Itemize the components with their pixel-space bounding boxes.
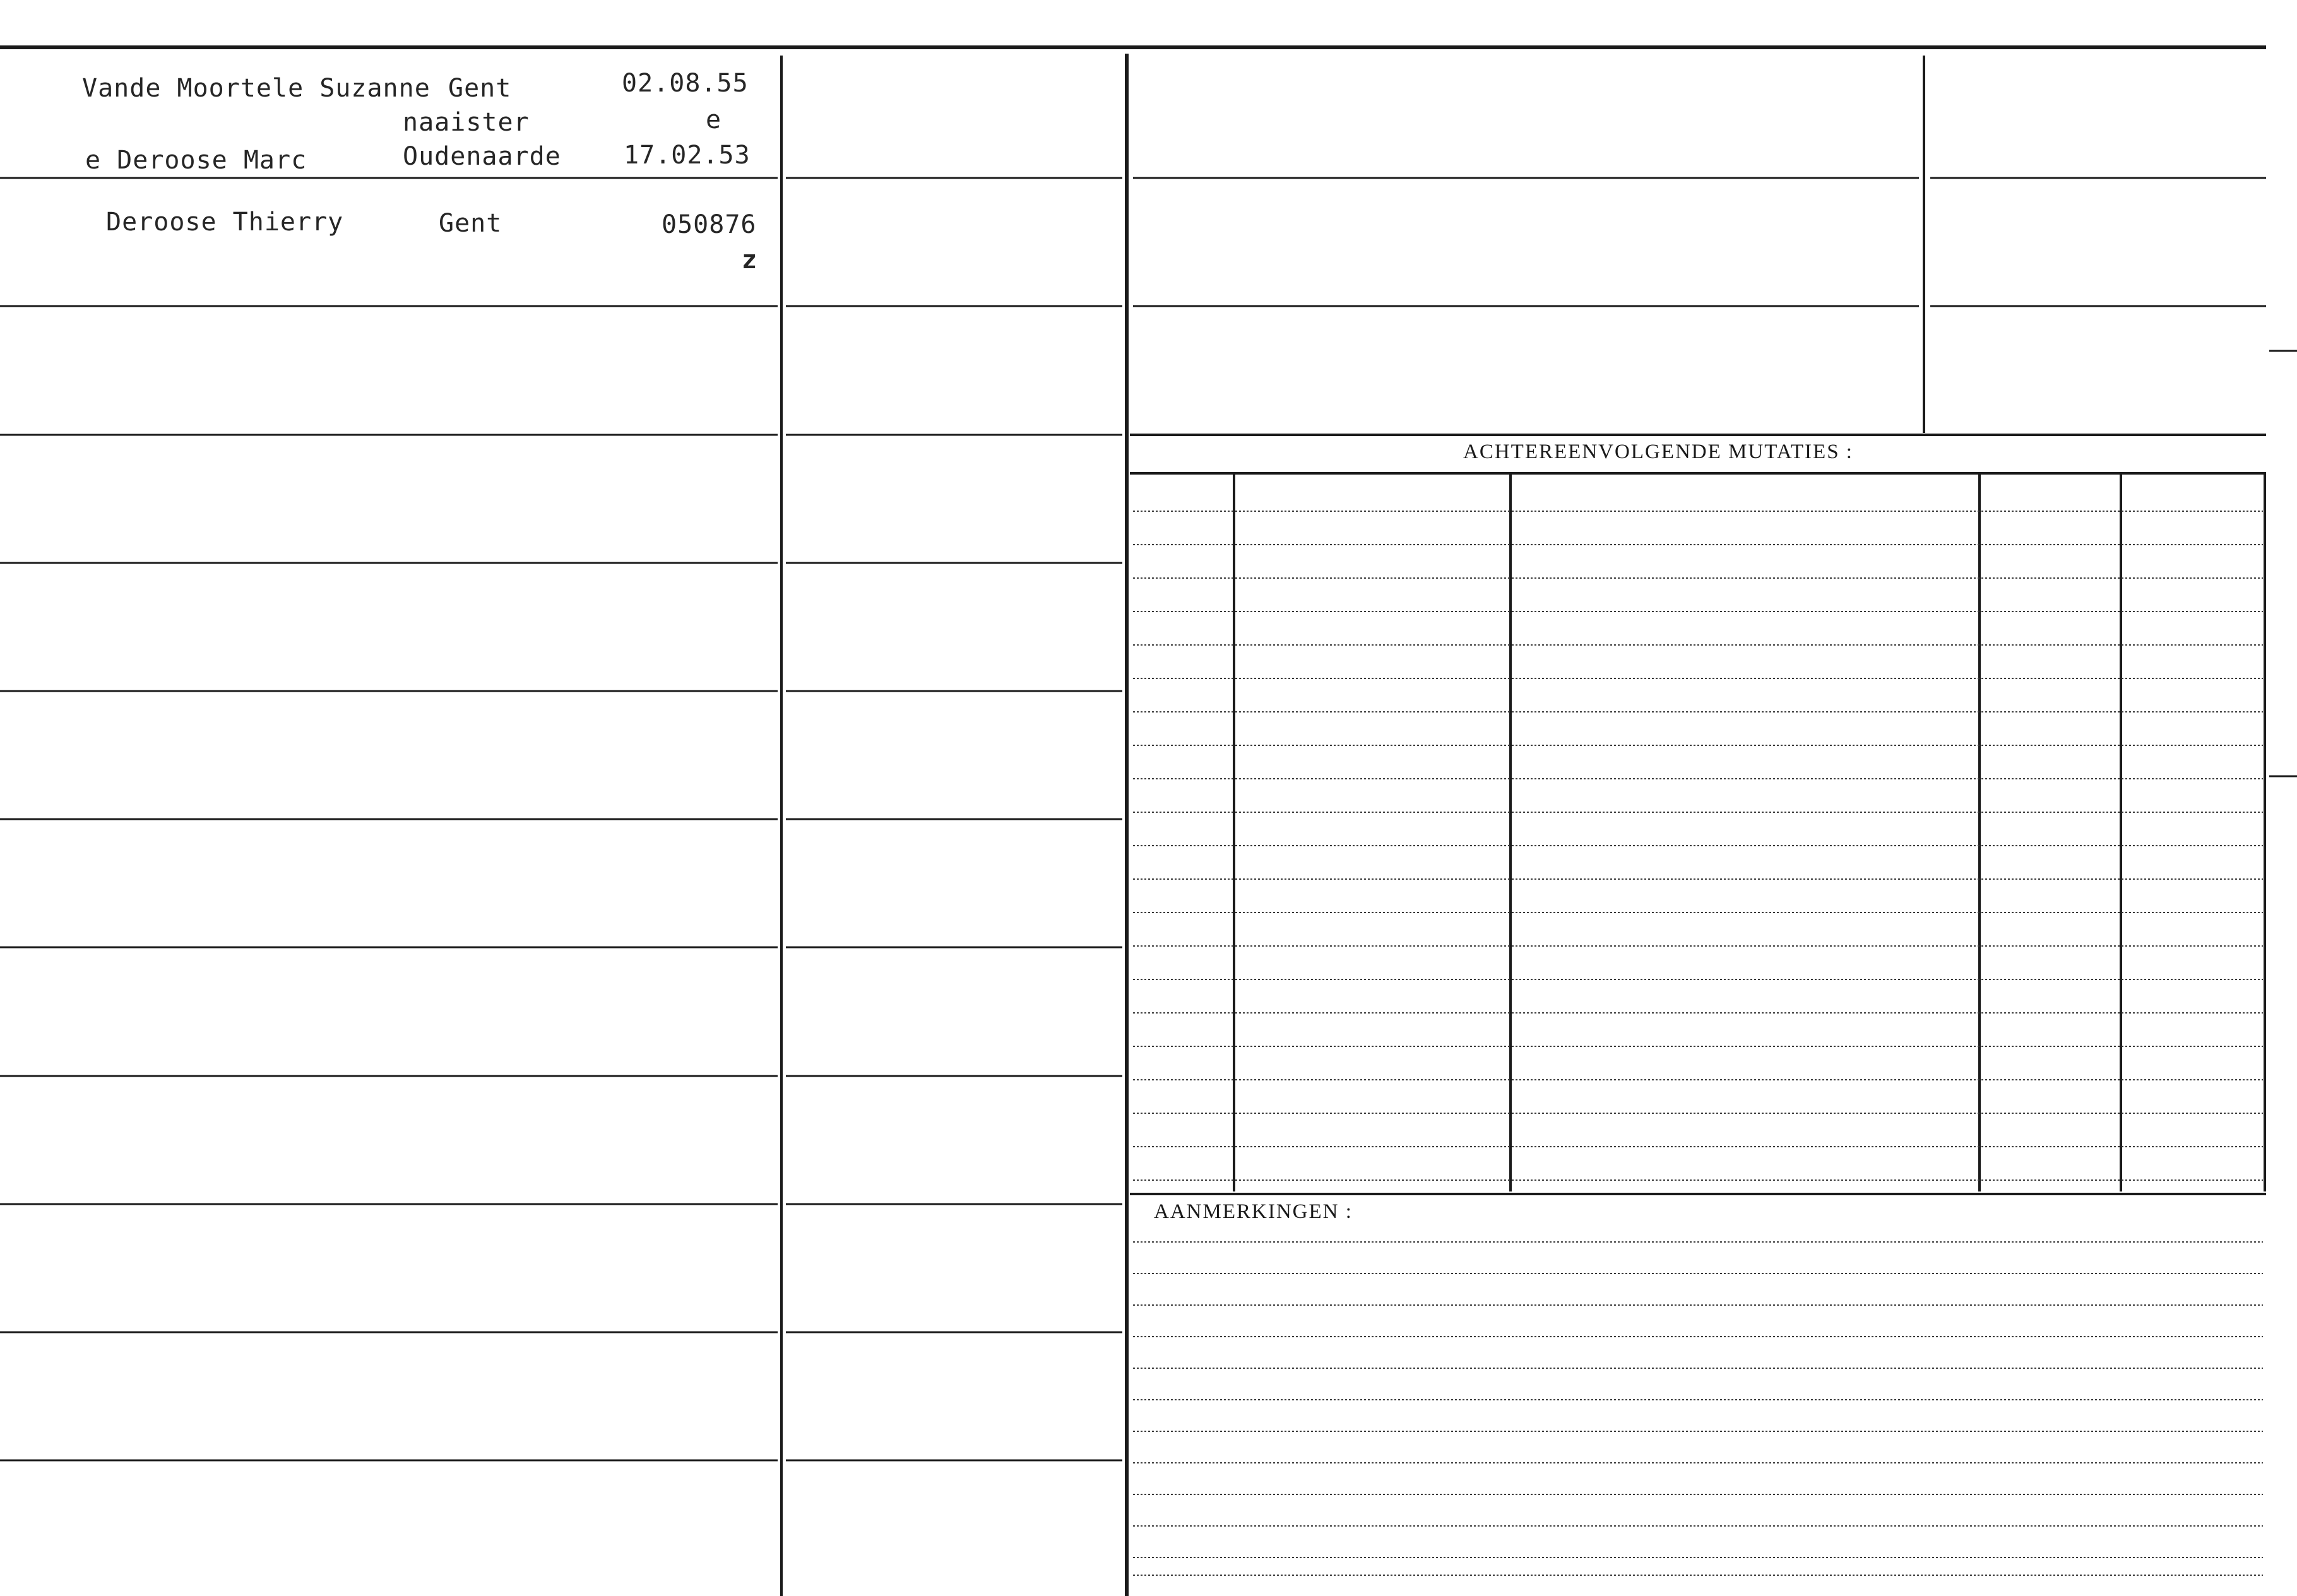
mutaties-header: ACHTEREENVOLGENDE MUTATIES : xyxy=(1463,440,1853,463)
aanmerkingen-lines xyxy=(1133,1242,2263,1575)
entry-place-2: Gent xyxy=(439,209,502,238)
left-row-rules xyxy=(0,178,778,1460)
mutaties-row-lines xyxy=(1133,511,2263,1180)
entry-mark-1: e xyxy=(706,105,722,134)
entry-date-2: 050876 xyxy=(662,210,757,239)
entry-name-2: Deroose Thierry xyxy=(106,208,344,237)
aanmerkingen-header: AANMERKINGEN : xyxy=(1154,1200,1353,1223)
entry-spouse-name-1: e Deroose Marc xyxy=(85,146,307,175)
entry-place-1: Gent xyxy=(448,74,512,103)
entry-date-1: 02.08.55 xyxy=(622,69,749,98)
entry-mark-2: z xyxy=(742,245,758,275)
entry-name-1: Vande Moortele Suzanne xyxy=(82,74,430,103)
entry-occupation-1: naaister xyxy=(403,108,530,137)
entry-spouse-date-1: 17.02.53 xyxy=(624,141,751,170)
entry-spouse-place-1: Oudenaarde xyxy=(403,142,561,171)
